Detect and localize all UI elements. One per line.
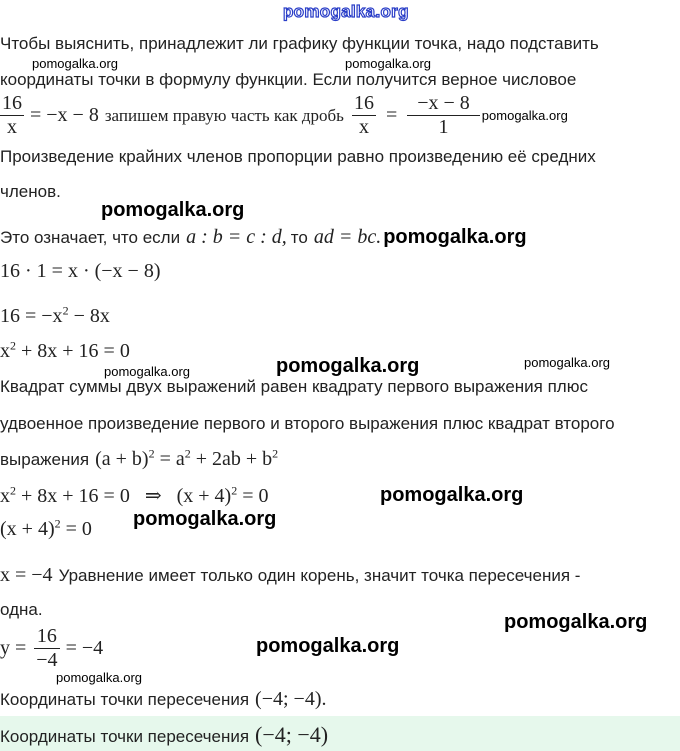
watermark-label: pomogalka.org — [383, 226, 527, 248]
formula-part: + 2ab + b — [190, 448, 273, 470]
exponent: 2 — [10, 483, 16, 498]
proportion-text: то — [290, 228, 308, 247]
step-2 — [0, 305, 110, 328]
formula-part: = a — [154, 448, 185, 470]
equation-text: запишем правую часть как дробь — [104, 105, 344, 125]
fraction-denominator: x — [0, 115, 24, 139]
root-text: Уравнение имеет только один корень, значит точка пересечения - — [58, 566, 581, 585]
y-equation — [0, 625, 103, 672]
square-line-3 — [0, 448, 278, 471]
fraction — [352, 92, 376, 139]
square-line-1: Квадрат суммы двух выражений равен квадрату первого выражения плюс — [0, 377, 588, 396]
step-part: 16 = −x — [0, 305, 63, 327]
formula-part: (x + 4) — [0, 518, 55, 540]
formula-part: x — [0, 485, 10, 507]
result-value: (−4; −4). — [255, 688, 327, 710]
watermark-label: pomogalka.org — [504, 611, 648, 633]
fraction-numerator: 16 — [36, 625, 57, 647]
intro-line-2: координаты точки в формулу функции. Если получится верное числовое — [0, 70, 577, 89]
step-part: + 8x + 16 = 0 — [16, 340, 130, 362]
exponent: 2 — [10, 338, 16, 353]
y-suffix: = −4 — [65, 637, 104, 659]
fraction-numerator: 16 — [353, 92, 374, 114]
exponent: 2 — [54, 516, 61, 531]
proportion-line-2: членов. — [0, 182, 61, 201]
square-line-2: удвоенное произведение первого и второго выражения плюс квадрат второго — [0, 414, 615, 433]
answer-text: Координаты точки пересечения — [0, 727, 250, 746]
watermark-label: pomogalka.org — [104, 364, 190, 379]
answer-box — [0, 716, 680, 751]
fraction-numerator: −x − 8 — [417, 92, 470, 114]
fraction — [0, 92, 24, 139]
root-line — [0, 564, 580, 587]
result-text: Координаты точки пересечения — [0, 690, 250, 709]
square-text: выражения — [0, 450, 90, 469]
fraction-denominator: x — [352, 115, 376, 139]
root-math: x = −4 — [0, 564, 53, 586]
step-3 — [0, 340, 130, 363]
watermark-label: pomogalka.org — [345, 56, 431, 71]
proportion-line-1: Произведение крайних членов пропорции равно произведению её средних — [0, 147, 596, 166]
formula-part: + 8x + 16 = 0 ⇒ (x + 4) — [16, 485, 232, 507]
watermark-label: pomogalka.org — [276, 355, 420, 377]
fraction — [34, 625, 59, 672]
result-line — [0, 688, 326, 711]
site-watermark-top: pomogalka.org — [283, 2, 409, 21]
exponent: 2 — [272, 446, 279, 461]
fraction-denominator: 1 — [407, 115, 480, 139]
fraction-denominator: −4 — [36, 649, 58, 671]
step-1: 16 · 1 = x · (−x − 8) — [0, 260, 161, 282]
equation-row-1 — [0, 92, 568, 139]
watermark-label: pomogalka.org — [256, 635, 400, 657]
watermark-label: pomogalka.org — [32, 56, 118, 71]
formula-part: = 0 — [60, 518, 92, 540]
square-line-4 — [0, 483, 268, 508]
exponent: 2 — [184, 446, 191, 461]
exponent: 2 — [62, 303, 69, 318]
equals-sign: = — [385, 104, 398, 126]
intro-line-1: Чтобы выяснить, принадлежит ли графику функции точка, надо подставить — [0, 34, 599, 53]
watermark-label: pomogalka.org — [524, 355, 610, 370]
equation-rhs: = −x − 8 — [30, 104, 99, 126]
root-line-2: одна. — [0, 600, 43, 619]
proportion-line-3 — [0, 226, 527, 249]
watermark-label: pomogalka.org — [56, 670, 142, 685]
watermark-label: pomogalka.org — [380, 484, 524, 506]
exponent: 2 — [231, 483, 238, 498]
square-line-5 — [0, 518, 92, 541]
formula-part: (a + b) — [95, 448, 149, 470]
proportion-math: a : b = c : d, — [186, 226, 287, 248]
y-prefix: y = — [0, 637, 27, 659]
watermark-label: pomogalka.org — [133, 508, 277, 530]
fraction — [407, 92, 480, 139]
exponent: 2 — [148, 446, 155, 461]
watermark-label: pomogalka.org — [101, 199, 245, 221]
fraction-numerator: 16 — [2, 92, 22, 114]
answer-line — [0, 722, 328, 748]
answer-value: (−4; −4) — [255, 722, 329, 747]
watermark-label: pomogalka.org — [481, 108, 568, 123]
formula-part: = 0 — [237, 485, 269, 507]
proportion-text: Это означает, что если — [0, 228, 181, 247]
square-formula — [95, 448, 278, 471]
step-part: x — [0, 340, 10, 362]
proportion-math: ad = bc. — [313, 226, 382, 248]
step-part: − 8x — [68, 305, 110, 327]
